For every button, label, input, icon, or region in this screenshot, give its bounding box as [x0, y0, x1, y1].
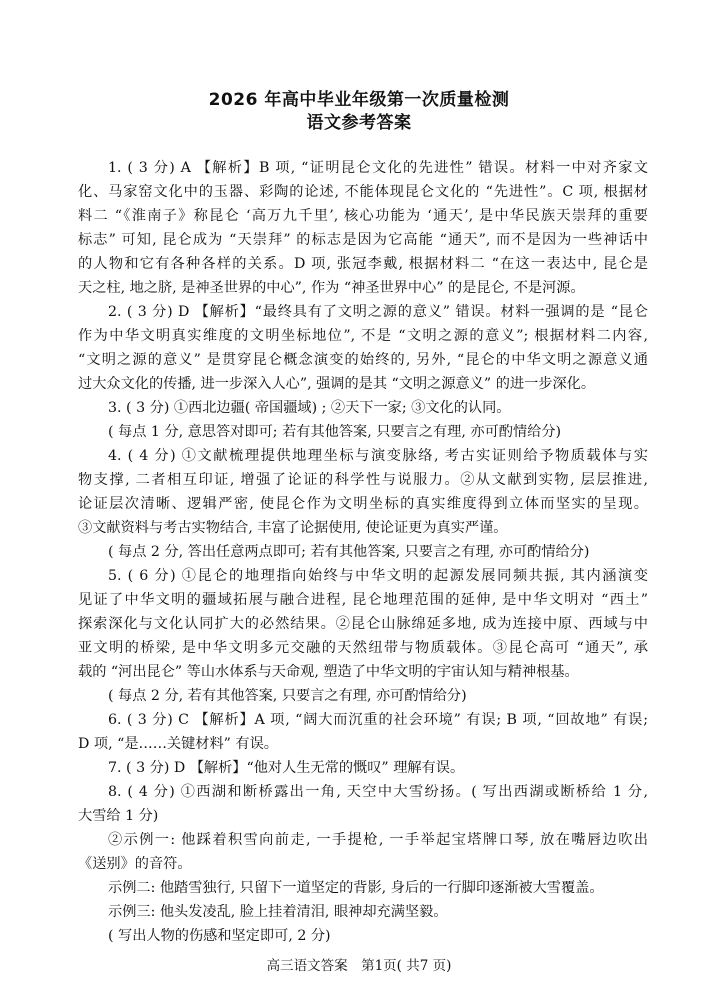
text-line: 天之柱, 地之脐, 是神圣世界的中心”, 作为 “神圣世界中心” 的是昆仑, 不是河源。 — [78, 280, 585, 296]
text-line: ( 每点 2 分, 答出任意两点即可; 若有其他答案, 只要言之有理, 亦可酌情给分) — [108, 544, 590, 560]
text-line: 亚文明的桥梁, 是中华文明多元交融的天然纽带与物质载体。③昆仑高可 “通天”, 承 — [78, 640, 648, 656]
text-line: 示例三: 他头发凌乱, 脸上挂着清泪, 眼神却充满坚毅。 — [108, 904, 448, 920]
text-line: 料二 “《淮南子》称昆仑 ‘高万九千里’, 核心功能为 ‘通天’, 是中华民族天崇拜的重要 — [78, 208, 648, 224]
text-line: 示例二: 他踏雪独行, 只留下一道坚定的背影, 身后的一行脚印逐渐被大雪覆盖。 — [108, 880, 604, 896]
text-line: 《送别》的音符。 — [78, 856, 192, 872]
text-line: 8. ( 4 分) ①西湖和断桥露出一角, 天空中大雪纷扬。( 写出西湖或断桥给 1 分, — [108, 784, 648, 800]
text-line: 探索深化与文化认同扩大的必然结果。②昆仑山脉绵延多地, 成为连接中原、西域与中 — [78, 616, 648, 632]
text-line: 物支撑, 二者相互印证, 增强了论证的科学性与说服力。②从文献到实物, 层层推进, — [78, 472, 648, 488]
text-line: 2. ( 3 分) D 【解析】“最终具有了文明之源的意义” 错误。材料一强调的是 “昆仑 — [108, 304, 648, 320]
text-line: 论证层次清晰、逻辑严密, 使昆仑作为文明坐标的真实维度得到立体而坚实的呈现。 — [78, 496, 648, 512]
text-line: 的人物和它有各种各样的关系。D 项, 张冠李戴, 根据材料二 “在这一表达中, 昆仑是 — [78, 256, 648, 272]
text-line: 作为中华文明真实维度的文明坐标地位”, 不是 “文明之源的意义”; 根据材料二内容, — [78, 328, 648, 344]
text-line: 7. ( 3 分) D 【解析】“他对人生无常的慨叹” 理解有误。 — [108, 760, 465, 776]
text-line: D 项, “是……关键材料” 有误。 — [78, 736, 278, 752]
text-line: ②示例一: 他踩着积雪向前走, 一手提枪, 一手举起宝塔牌口琴, 放在嘴唇边吹出 — [108, 832, 648, 848]
document-subtitle: 语文参考答案 — [306, 113, 412, 133]
text-line: 过大众文化的传播, 进一步深入人心”, 强调的是其 “文明之源意义” 的进一步深化。 — [78, 376, 596, 392]
text-line: 1. ( 3 分) A 【解析】B 项, “证明昆仑文化的先进性” 错误。材料一中对齐家文 — [108, 160, 648, 176]
text-line: 4. ( 4 分) ①文献梳理提供地理坐标与演变脉络, 考古实证则给予物质载体与实 — [108, 448, 648, 464]
text-line: 化、马家窑文化中的玉器、彩陶的论述, 不能体现昆仑文化的 “先进性”。C 项, 根据材 — [78, 184, 648, 200]
text-line: 标志” 可知, 昆仑成为 “天崇拜” 的标志是因为它高能 “通天”, 而不是因为一些神话中 — [78, 232, 648, 248]
text-line: 载的 “河出昆仑” 等山水体系与天命观, 塑造了中华文明的宇宙认知与精神根基。 — [78, 664, 579, 680]
document-title: 2026 年高中毕业年级第一次质量检测 — [208, 90, 510, 110]
text-line: ③文献资料与考古实物结合, 丰富了论据使用, 使论证更为真实严谨。 — [78, 520, 508, 536]
text-line: 大雪给 1 分) — [78, 808, 159, 824]
page-footer: 高三语文答案 第1页( 共7 页) — [266, 958, 452, 974]
text-line: ( 写出人物的伤感和坚定即可, 2 分) — [108, 928, 331, 944]
text-line: 5. ( 6 分) ①昆仑的地理指向始终与中华文明的起源发展同频共振, 其内涵演变 — [108, 568, 648, 584]
text-line: ( 每点 2 分, 若有其他答案, 只要言之有理, 亦可酌情给分) — [108, 688, 467, 704]
text-line: “文明之源的意义” 是贯穿昆仑概念演变的始终的, 另外, “昆仑的中华文明之源意义通 — [78, 352, 648, 368]
text-line: 6. ( 3 分) C 【解析】A 项, “阔大而沉重的社会环境” 有误; B 项, “回故地” 有误; — [108, 712, 648, 728]
text-line: 3. ( 3 分) ①西北边疆( 帝国疆域) ; ②天下一家; ③文化的认同。 — [108, 400, 511, 416]
text-line: 见证了中华文明的疆域拓展与融合进程, 昆仑地理范围的延伸, 是中华文明对 “西土” — [78, 592, 648, 608]
text-line: ( 每点 1 分, 意思答对即可; 若有其他答案, 只要言之有理, 亦可酌情给分) — [108, 424, 562, 440]
